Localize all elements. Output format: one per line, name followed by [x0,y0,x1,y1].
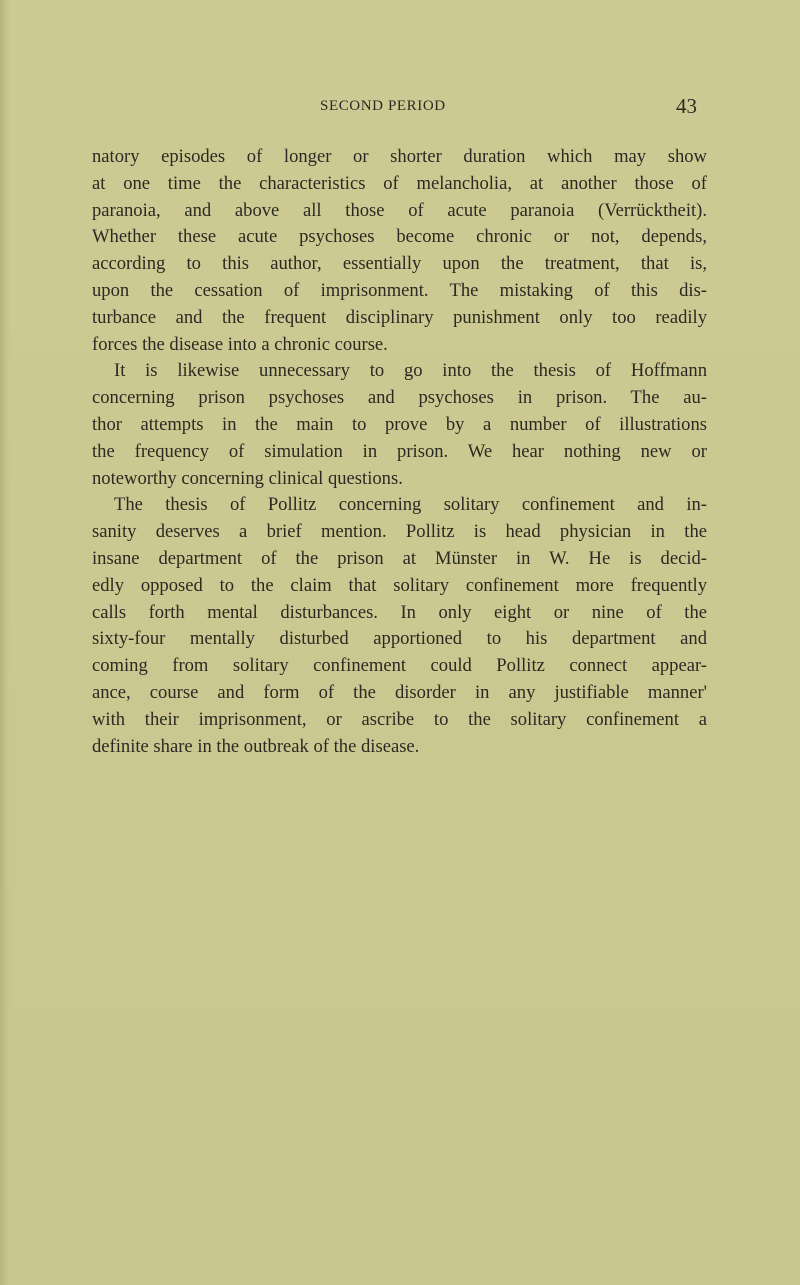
text-line: The thesis of Pollitz concerning solitary confinement and in- [114,494,707,516]
text-line: with their imprisonment, or ascribe to the solitary confinement a [92,708,707,730]
paragraph-2 [92,358,707,492]
text-line: paranoia, and above all those of acute paranoia (Verrücktheit). [92,199,707,221]
text-line: upon the cessation of imprisonment. The mistaking of this dis- [92,279,707,301]
text-line: sanity deserves a brief mention. Pollitz is head physician in the [92,521,707,543]
text-line: definite share in the outbreak of the disease. [92,735,420,757]
text-line: noteworthy concerning clinical questions. [92,467,403,489]
text-line: the frequency of simulation in prison. We hear nothing new or [92,440,707,462]
text-line: sixty-four mentally disturbed apportioned to his department and [92,628,707,650]
page-binding-edge [0,0,10,1285]
text-line: edly opposed to the claim that solitary confinement more frequently [92,574,707,596]
text-line: thor attempts in the main to prove by a number of illustrations [92,413,707,435]
text-line: forces the disease into a chronic course. [92,333,388,355]
paragraph-3 [92,492,707,760]
text-line: Whether these acute psychoses become chronic or not, depends, [92,226,707,248]
text-line: at one time the characteristics of melancholia, at another those of [92,172,707,194]
text-line: insane department of the prison at Münster in W. He is decid- [92,547,707,569]
text-line: calls forth mental disturbances. In only eight or nine of the [92,601,707,623]
text-line: natory episodes of longer or shorter duration which may show [92,146,707,167]
page-number: 43 [676,94,697,118]
text-line: It is likewise unnecessary to go into the thesis of Hoffmann [114,360,707,382]
running-title: SECOND PERIOD [320,98,446,114]
text-line: turbance and the frequent disciplinary punishment only too readily [92,306,707,328]
text-line: according to this author, essentially upon the treatment, that is, [92,253,707,275]
running-head [0,96,800,120]
body-text [92,144,707,760]
paragraph-1 [92,144,707,358]
text-line: concerning prison psychoses and psychoses in prison. The au- [92,387,707,409]
text-line: coming from solitary confinement could Pollitz connect appear- [92,655,707,677]
text-line: ance, course and form of the disorder in any justifiable manner' [92,681,707,703]
